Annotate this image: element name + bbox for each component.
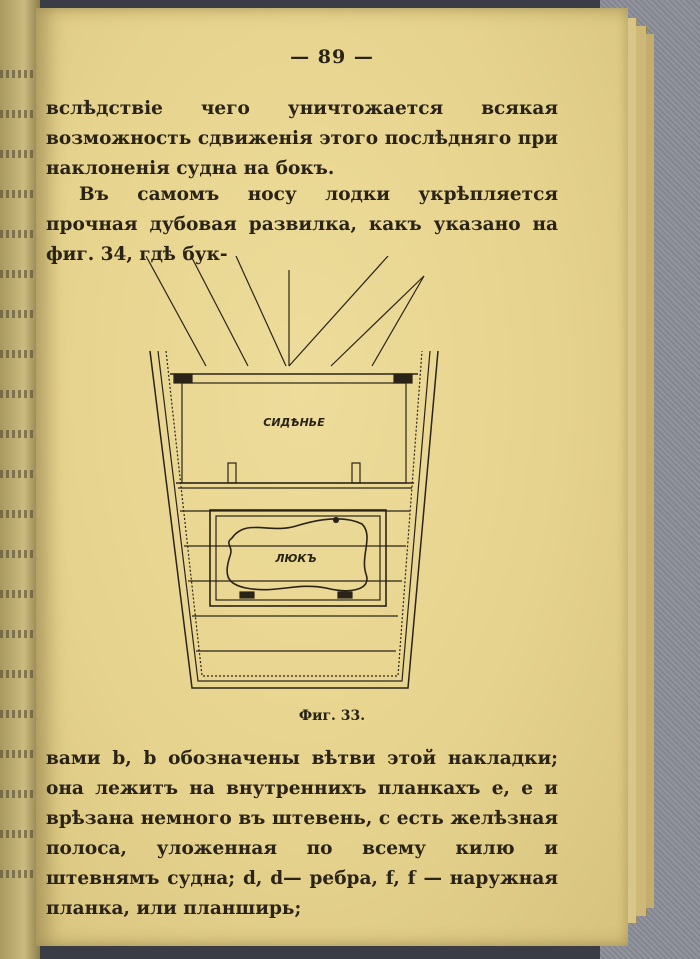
- hatch-ring: [334, 518, 339, 523]
- seat-label: СИДѢНЬЕ: [263, 416, 325, 429]
- adjacent-page-edge: [0, 0, 40, 959]
- rigging-line: [372, 276, 424, 366]
- paragraph-3: вами b, b обозначены вѣтви этой накладки; она лежитъ на внутреннихъ планкахъ e, e и врѣзана немного въ штевень, c есть желѣзная полоса, уложенная по всему килю и штевнямъ судна; d, d— ребра, f, f — наружная планка, или планширь;: [46, 748, 558, 919]
- hatch-hinge: [240, 592, 254, 598]
- boat-section-figure: [146, 256, 446, 706]
- hull-dotted-line: [166, 351, 422, 676]
- page-stack-edge: [646, 34, 654, 908]
- hatch-label: ЛЮКЪ: [275, 552, 317, 565]
- seat-peg: [228, 463, 236, 483]
- seat-board: [182, 383, 406, 483]
- rigging-line: [191, 256, 248, 366]
- figure-caption: Фиг. 33.: [298, 708, 366, 724]
- paragraph-1: вслѣдствіе чего уничтожается всякая возможность сдвиженія этого послѣдняго при наклоненія судна на бокъ.: [46, 98, 558, 179]
- rigging-line: [289, 256, 388, 366]
- paragraph-2: Въ самомъ носу лодки укрѣпляется прочная дубовая развилка, какъ указано на фиг. 34, гдѣ бук-: [46, 184, 558, 265]
- rigging-line: [236, 256, 286, 366]
- seat-bracket: [174, 374, 192, 383]
- rigging-line: [146, 256, 206, 366]
- seat-peg: [352, 463, 360, 483]
- rigging-line: [331, 276, 424, 366]
- book-page: [36, 8, 628, 946]
- hatch-hinge: [338, 592, 352, 598]
- seat-bracket: [394, 374, 412, 383]
- page-number: — 89 —: [290, 46, 374, 68]
